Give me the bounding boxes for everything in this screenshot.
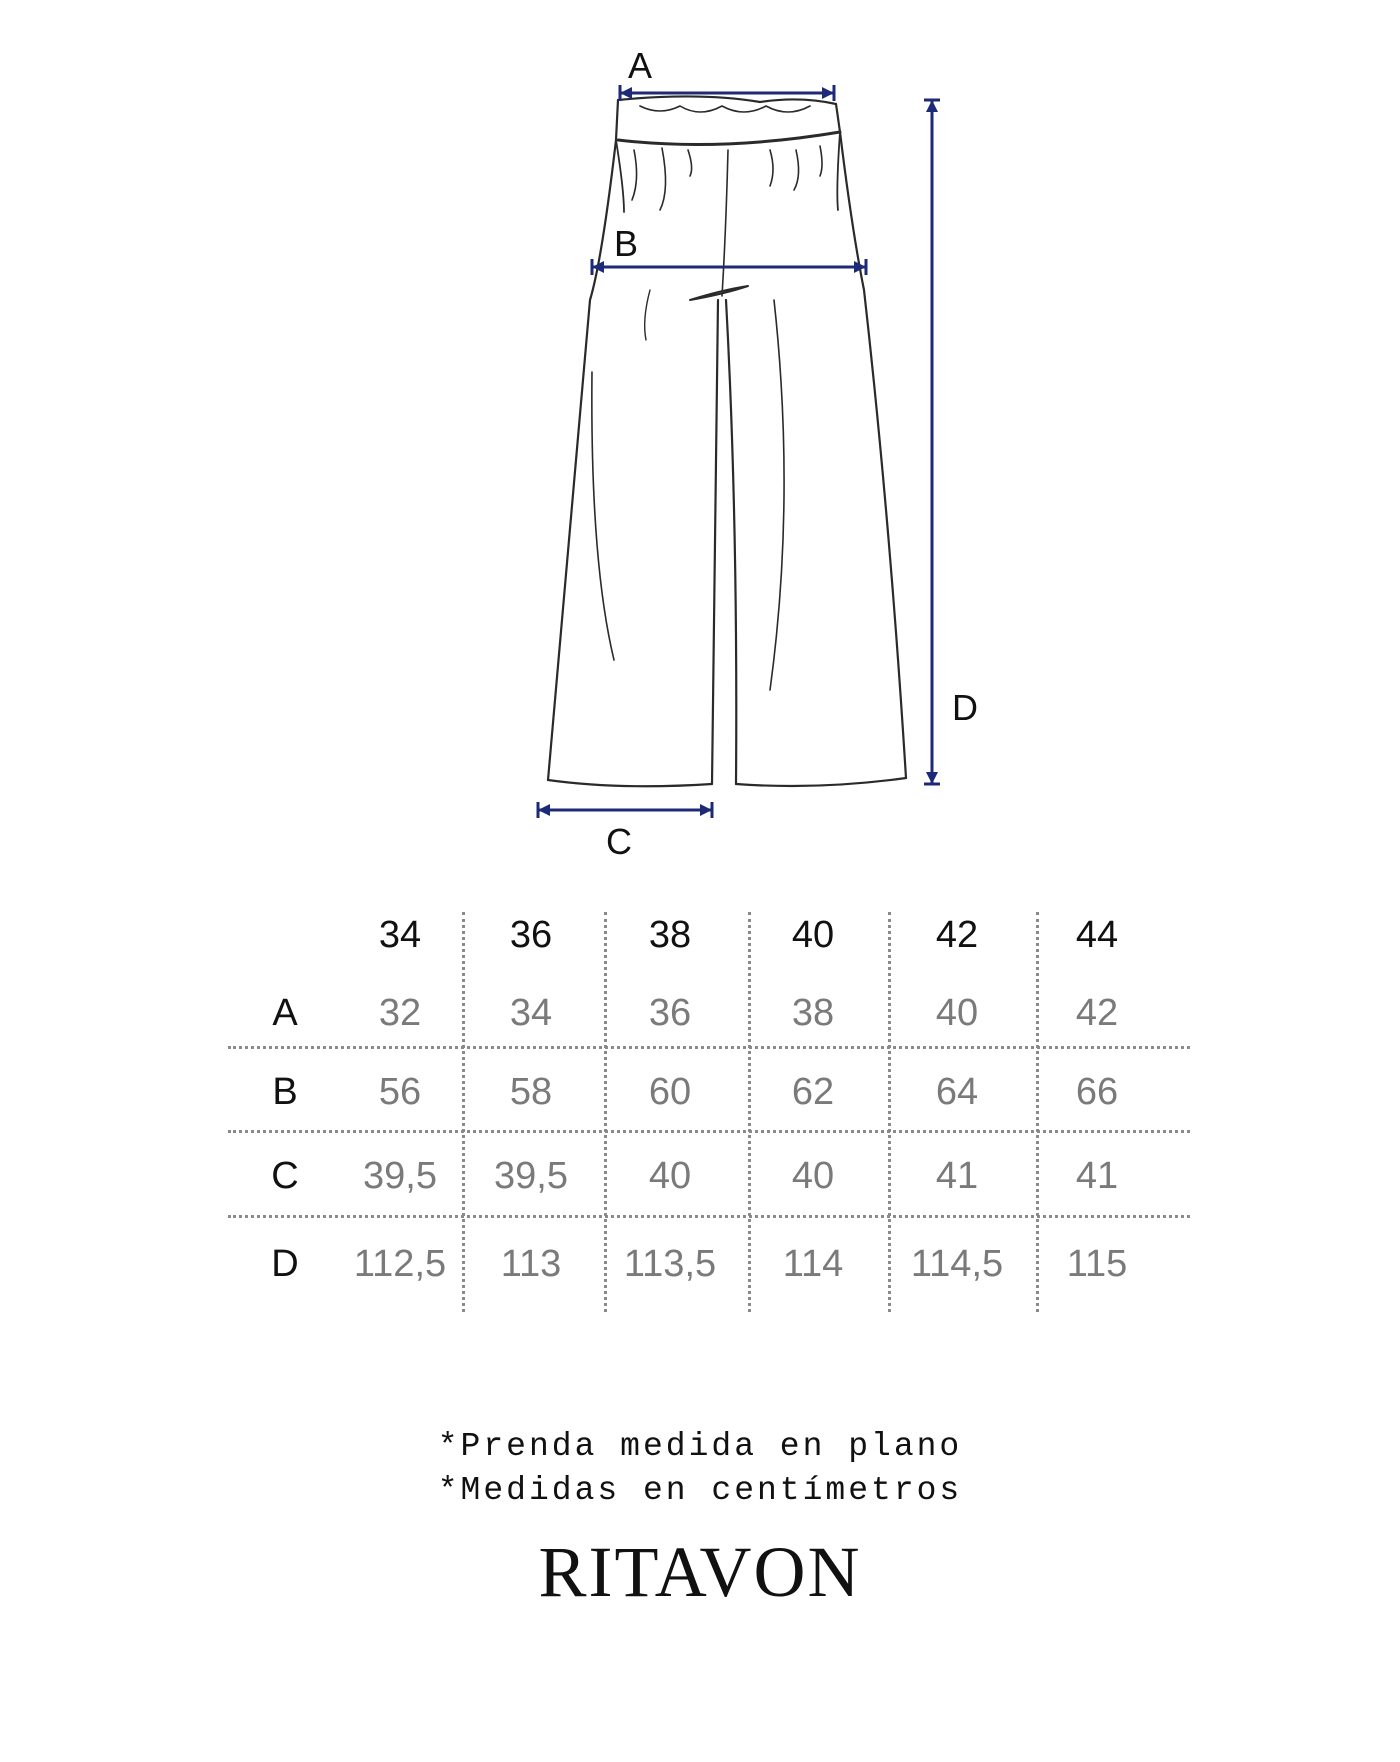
table-divider bbox=[1036, 912, 1039, 1312]
table-cell: 42 bbox=[1075, 992, 1119, 1034]
table-cell: 36 bbox=[648, 992, 692, 1034]
table-row-divider bbox=[228, 1130, 1190, 1133]
brand-logo: RITAVON bbox=[538, 1532, 862, 1612]
note-flat-measure: *Prenda medida en plano bbox=[437, 1428, 963, 1465]
table-cell: 34 bbox=[509, 992, 553, 1034]
table-row-divider bbox=[228, 1046, 1190, 1049]
table-divider bbox=[604, 912, 607, 1312]
table-cell: 40 bbox=[648, 1155, 692, 1197]
size-header: 40 bbox=[791, 914, 835, 956]
table-cell: 112,5 bbox=[353, 1243, 447, 1285]
pants-sketch-icon bbox=[0, 0, 1400, 880]
table-cell: 38 bbox=[791, 992, 835, 1034]
measure-label-d: D bbox=[952, 687, 978, 728]
table-cell: 58 bbox=[509, 1071, 553, 1113]
table-cell: 60 bbox=[648, 1071, 692, 1113]
table-divider bbox=[888, 912, 891, 1312]
table-cell: 40 bbox=[935, 992, 979, 1034]
table-cell: 56 bbox=[378, 1071, 422, 1113]
size-header: 36 bbox=[509, 914, 553, 956]
table-cell: 114,5 bbox=[910, 1243, 1004, 1285]
row-label: B bbox=[272, 1071, 298, 1113]
measure-label-b: B bbox=[614, 223, 639, 264]
row-label: C bbox=[271, 1155, 299, 1197]
table-cell: 114 bbox=[782, 1243, 844, 1285]
row-label: D bbox=[271, 1243, 299, 1285]
table-cell: 115 bbox=[1066, 1243, 1128, 1285]
table-cell: 41 bbox=[935, 1155, 979, 1197]
measure-label-c: C bbox=[606, 821, 632, 862]
table-cell: 39,5 bbox=[363, 1155, 437, 1197]
row-label: A bbox=[272, 992, 298, 1034]
table-cell: 39,5 bbox=[494, 1155, 568, 1197]
table-cell: 64 bbox=[935, 1071, 979, 1113]
table-divider bbox=[462, 912, 465, 1312]
table-cell: 66 bbox=[1075, 1071, 1119, 1113]
table-cell: 32 bbox=[378, 992, 422, 1034]
table-cell: 113,5 bbox=[623, 1243, 717, 1285]
table-cell: 41 bbox=[1075, 1155, 1119, 1197]
table-cell: 40 bbox=[791, 1155, 835, 1197]
measure-label-a: A bbox=[628, 45, 653, 86]
size-header: 34 bbox=[378, 914, 422, 956]
size-header: 42 bbox=[935, 914, 979, 956]
table-divider bbox=[748, 912, 751, 1312]
note-units: *Medidas en centímetros bbox=[437, 1472, 963, 1509]
table-cell: 113 bbox=[500, 1243, 562, 1285]
size-header: 44 bbox=[1075, 914, 1119, 956]
size-header: 38 bbox=[648, 914, 692, 956]
table-cell: 62 bbox=[791, 1071, 835, 1113]
table-row-divider bbox=[228, 1215, 1190, 1218]
